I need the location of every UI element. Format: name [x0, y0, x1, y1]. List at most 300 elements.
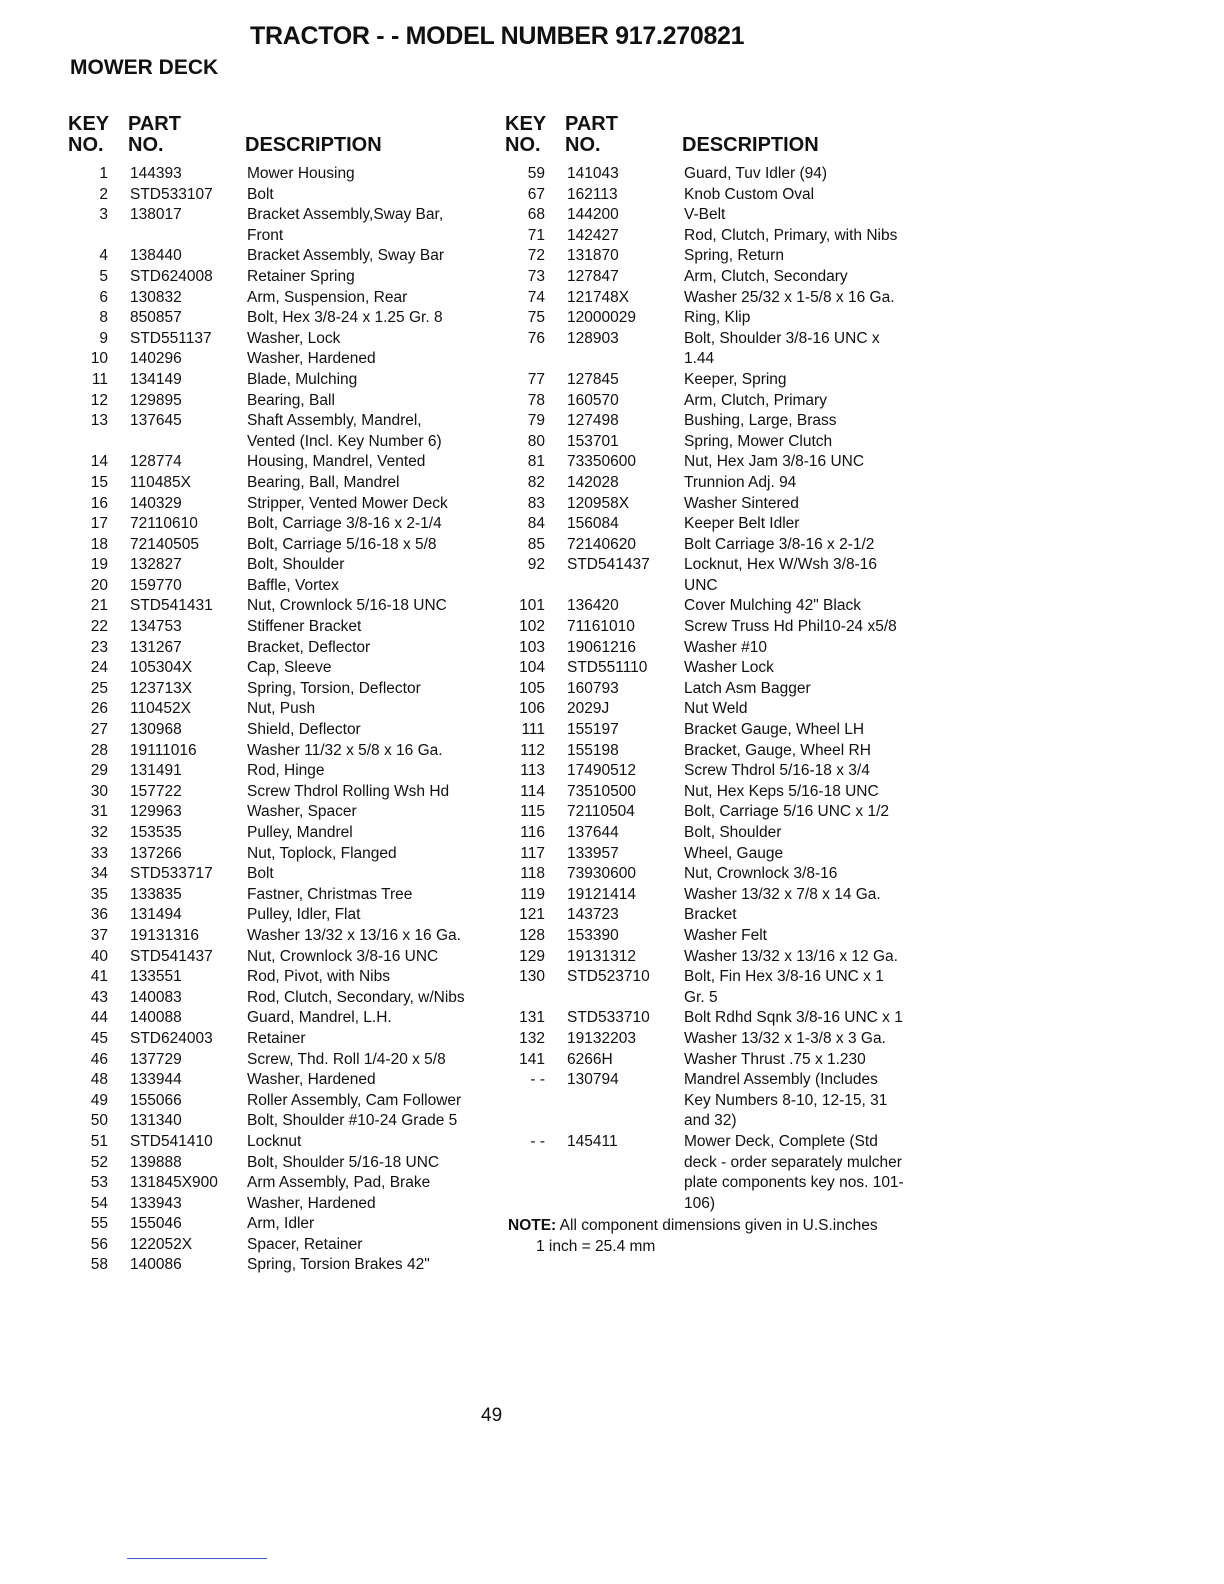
- key-number: 56: [90, 1235, 108, 1253]
- parts-row: [68, 535, 498, 556]
- key-number: 35: [90, 885, 108, 903]
- parts-row: [505, 452, 925, 473]
- key-number: 2: [99, 185, 108, 203]
- note-text: All component dimensions given in U.S.inches: [559, 1217, 878, 1234]
- part-description: Washer, Hardened: [247, 1194, 376, 1212]
- key-number: 81: [527, 453, 545, 471]
- part-number: STD541437: [567, 556, 650, 574]
- part-description: Pulley, Mandrel: [247, 824, 353, 841]
- part-number: 121748X: [567, 288, 630, 306]
- part-description: Bolt, Hex 3/8-24 x 1.25 Gr. 8: [247, 309, 443, 327]
- parts-row: [505, 802, 925, 823]
- key-number: 27: [90, 721, 108, 739]
- key-number: 23: [90, 638, 108, 656]
- part-description: Stiffener Bracket: [247, 618, 362, 636]
- part-description: Pulley, Idler, Flat: [247, 906, 361, 924]
- parts-row: [505, 761, 925, 782]
- parts-row: [505, 329, 925, 370]
- key-number: 10: [90, 350, 108, 368]
- part-description: Mower Deck, Complete (Std deck - order separately mulcher plate components key nos. 101- 106): [684, 1132, 904, 1212]
- parts-row: [68, 329, 498, 350]
- part-description: Rod, Clutch, Primary, with Nibs: [684, 226, 898, 244]
- part-number: 137645: [130, 412, 182, 430]
- parts-column-left: [68, 112, 498, 1276]
- part-number: STD523710: [567, 968, 650, 986]
- parts-row: [68, 699, 498, 720]
- parts-row: [505, 1029, 925, 1050]
- parts-row: [68, 1050, 498, 1071]
- part-number: 134149: [130, 370, 182, 388]
- part-number: 141043: [567, 165, 619, 182]
- part-number: STD541410: [130, 1132, 213, 1150]
- part-description: Spring, Return: [684, 247, 784, 265]
- part-description: Bolt, Shoulder 5/16-18 UNC: [247, 1153, 440, 1171]
- part-number: 137266: [130, 844, 182, 862]
- part-description: Mandrel Assembly (Includes Key Numbers 8-10, 12-15, 31 and 32): [684, 1071, 888, 1130]
- key-number: 105: [519, 679, 545, 697]
- part-number: 72140620: [567, 535, 636, 553]
- key-number: 71: [527, 226, 545, 244]
- part-description: Guard, Mandrel, L.H.: [247, 1009, 392, 1027]
- key-number: 45: [90, 1029, 108, 1047]
- part-description: Cover Mulching 42" Black: [684, 597, 861, 615]
- part-number: 128774: [130, 453, 182, 471]
- key-number: 141: [519, 1050, 545, 1068]
- part-description: Screw, Thd. Roll 1/4-20 x 5/8: [247, 1050, 446, 1068]
- part-number: 156084: [567, 515, 619, 533]
- part-number: STD533717: [130, 865, 213, 883]
- part-number: 72110504: [567, 803, 635, 821]
- key-number: 26: [90, 700, 108, 718]
- key-number: 78: [527, 391, 545, 409]
- part-description: Nut, Hex Keps 5/16-18 UNC: [684, 782, 879, 800]
- part-number: 131870: [567, 247, 619, 265]
- parts-row: [505, 494, 925, 515]
- key-number: 16: [90, 494, 108, 512]
- part-number: 131267: [130, 638, 182, 656]
- part-number: 122052X: [130, 1235, 193, 1253]
- part-number: 19131316: [130, 926, 199, 944]
- part-number: STD533107: [130, 185, 213, 203]
- key-number: 8: [99, 309, 108, 327]
- key-number: 48: [90, 1071, 108, 1089]
- key-number: 32: [90, 824, 108, 841]
- part-number: 136420: [567, 597, 619, 615]
- parts-row: [68, 473, 498, 494]
- part-number: 138440: [130, 247, 182, 265]
- part-description: Washer 13/32 x 13/16 x 16 Ga.: [247, 926, 461, 944]
- part-description: Nut, Crownlock 3/8-16 UNC: [247, 947, 439, 965]
- parts-row: [68, 576, 498, 597]
- parts-row: [505, 947, 925, 968]
- key-number: 34: [90, 865, 108, 883]
- part-description: Bolt, Shoulder 3/8-16 UNC x 1.44: [684, 329, 880, 368]
- part-number: 160793: [567, 679, 619, 697]
- part-description: Bolt, Carriage 3/8-16 x 2-1/4: [247, 515, 442, 533]
- part-number: 19121414: [567, 885, 636, 903]
- parts-row: [68, 349, 498, 370]
- part-description: Screw Thdrol 5/16-18 x 3/4: [684, 762, 870, 780]
- key-number: 73: [527, 267, 545, 285]
- parts-row: [68, 391, 498, 412]
- key-number: - -: [530, 1132, 545, 1150]
- part-number: 155046: [130, 1215, 182, 1233]
- parts-row: [505, 246, 925, 267]
- part-description: Stripper, Vented Mower Deck: [247, 494, 448, 512]
- key-number: 130: [519, 968, 545, 986]
- part-description: Washer, Hardened: [247, 350, 376, 368]
- key-number: 53: [90, 1174, 108, 1192]
- parts-row: [505, 720, 925, 741]
- part-description: Rod, Pivot, with Nibs: [247, 968, 390, 986]
- key-number: 36: [90, 906, 108, 924]
- part-number: 162113: [567, 185, 618, 203]
- parts-row: [68, 1132, 498, 1153]
- key-number: 59: [527, 165, 545, 182]
- key-number: 82: [527, 473, 545, 491]
- part-description: Spring, Torsion, Deflector: [247, 679, 421, 697]
- part-description: Nut, Toplock, Flanged: [247, 844, 397, 862]
- part-number: 153390: [567, 926, 619, 944]
- parts-row: [505, 1070, 925, 1132]
- part-description: Bolt Rdhd Sqnk 3/8-16 UNC x 1: [684, 1009, 903, 1027]
- part-description: Spacer, Retainer: [247, 1235, 363, 1253]
- key-number: 51: [90, 1132, 108, 1150]
- part-number: 140083: [130, 988, 182, 1006]
- part-description: Nut, Crownlock 5/16-18 UNC: [247, 597, 447, 615]
- parts-row: [505, 596, 925, 617]
- parts-row: [68, 1008, 498, 1029]
- part-number: 155197: [567, 721, 619, 739]
- part-number: 144393: [130, 165, 182, 182]
- parts-row: [505, 205, 925, 226]
- parts-row: [505, 432, 925, 453]
- part-no-header: PART NO.: [128, 113, 181, 156]
- part-description: Ring, Klip: [684, 309, 751, 327]
- parts-row: [505, 617, 925, 638]
- parts-row: [505, 1132, 925, 1214]
- part-number: 133943: [130, 1194, 182, 1212]
- parts-row: [505, 782, 925, 803]
- page-number: 49: [481, 1405, 503, 1426]
- part-number: 120958X: [567, 494, 630, 512]
- part-description: Bolt Carriage 3/8-16 x 2-1/2: [684, 535, 875, 553]
- part-description: Arm, Suspension, Rear: [247, 288, 408, 306]
- parts-row: [68, 1235, 498, 1256]
- part-number: 110452X: [130, 700, 191, 718]
- part-number: STD624008: [130, 267, 213, 285]
- parts-row: [505, 535, 925, 556]
- key-number: 102: [519, 618, 545, 636]
- key-number: 43: [90, 988, 108, 1006]
- key-number: 22: [90, 618, 108, 636]
- parts-row: [68, 514, 498, 535]
- part-number: 130968: [130, 721, 182, 739]
- key-number: 79: [527, 412, 545, 430]
- key-number: 33: [90, 844, 108, 862]
- part-description: Arm, Idler: [247, 1215, 315, 1233]
- key-number: - -: [530, 1071, 545, 1089]
- key-number: 31: [90, 803, 108, 821]
- key-number: 115: [520, 803, 545, 821]
- part-number: 131340: [130, 1112, 182, 1130]
- part-number: 73350600: [567, 453, 636, 471]
- part-number: 2029J: [567, 700, 610, 718]
- part-description: Washer, Hardened: [247, 1071, 376, 1089]
- part-number: 142028: [567, 473, 619, 491]
- part-description: Roller Assembly, Cam Follower: [247, 1091, 462, 1109]
- part-description: Washer 13/32 x 7/8 x 14 Ga.: [684, 885, 881, 903]
- key-number: 132: [519, 1029, 545, 1047]
- description-header: DESCRIPTION: [682, 134, 819, 156]
- key-number: 3: [99, 206, 108, 224]
- part-description: Bracket, Deflector: [247, 638, 371, 656]
- parts-row: [505, 308, 925, 329]
- parts-row: [68, 905, 498, 926]
- part-number: 128903: [567, 329, 619, 347]
- part-description: Bracket Assembly, Sway Bar: [247, 247, 444, 265]
- key-number: 46: [90, 1050, 108, 1068]
- part-description: Baffle, Vortex: [247, 576, 339, 594]
- parts-row: [68, 185, 498, 206]
- part-number: 123713X: [130, 679, 193, 697]
- part-number: 144200: [567, 206, 619, 224]
- part-description: Retainer Spring: [247, 267, 355, 285]
- key-number: 14: [90, 453, 108, 471]
- parts-row: [68, 494, 498, 515]
- parts-row: [505, 288, 925, 309]
- part-description: Keeper Belt Idler: [684, 515, 800, 533]
- key-number: 11: [91, 370, 108, 388]
- part-number: STD541431: [130, 597, 213, 615]
- key-number: 28: [90, 741, 108, 759]
- part-description: Washer 25/32 x 1-5/8 x 16 Ga.: [684, 288, 895, 306]
- parts-row: [505, 638, 925, 659]
- key-number: 92: [527, 556, 545, 574]
- part-number: 131494: [130, 906, 182, 924]
- part-number: 129963: [130, 803, 182, 821]
- part-description: Fastner, Christmas Tree: [247, 885, 413, 903]
- part-number: 127845: [567, 370, 619, 388]
- key-number: 4: [99, 247, 108, 265]
- part-description: Washer Felt: [684, 926, 767, 944]
- part-description: Washer Sintered: [684, 494, 799, 512]
- key-number: 68: [527, 206, 545, 224]
- parts-row: [505, 1008, 925, 1029]
- key-number: 77: [527, 370, 545, 388]
- key-number: 9: [99, 329, 108, 347]
- part-number: 133835: [130, 885, 182, 903]
- part-number: 140329: [130, 494, 182, 512]
- part-number: STD541437: [130, 947, 213, 965]
- parts-row: [68, 617, 498, 638]
- part-description: Washer Lock: [684, 659, 774, 677]
- parts-row: [505, 411, 925, 432]
- part-description: Housing, Mandrel, Vented: [247, 453, 426, 471]
- part-number: 133551: [130, 968, 182, 986]
- part-number: 155198: [567, 741, 619, 759]
- key-number: 106: [519, 700, 545, 718]
- part-description: Bolt, Shoulder: [247, 556, 345, 574]
- parts-row: [68, 1111, 498, 1132]
- parts-row: [68, 638, 498, 659]
- column-header: [68, 112, 498, 164]
- part-description: Screw Truss Hd Phil10-24 x5/8: [684, 618, 897, 636]
- part-description: Bracket, Gauge, Wheel RH: [684, 741, 871, 759]
- part-number: 145411: [567, 1132, 618, 1150]
- key-number: 116: [520, 824, 545, 841]
- part-description: Nut, Hex Jam 3/8-16 UNC: [684, 453, 865, 471]
- key-number: 117: [520, 844, 545, 862]
- part-number: 19131312: [567, 947, 636, 965]
- key-number: 25: [90, 679, 108, 697]
- key-number: 50: [90, 1112, 108, 1130]
- parts-row: [505, 741, 925, 762]
- key-number: 1: [99, 165, 108, 182]
- part-number: 137729: [130, 1050, 182, 1068]
- part-number: 140086: [130, 1256, 182, 1274]
- parts-row: [505, 226, 925, 247]
- key-number: 101: [519, 597, 545, 615]
- part-description: Bolt, Carriage 5/16-18 x 5/8: [247, 535, 437, 553]
- part-number: 153701: [567, 432, 619, 450]
- part-description: Bracket Assembly,Sway Bar, Front: [247, 206, 444, 244]
- part-number: 134753: [130, 618, 182, 636]
- part-description: Bracket: [684, 906, 737, 924]
- page-title: TRACTOR - - MODEL NUMBER 917.270821: [250, 22, 745, 50]
- part-description: Bushing, Large, Brass: [684, 412, 837, 430]
- key-number: 113: [520, 762, 545, 780]
- key-number: 104: [519, 659, 545, 677]
- parts-row: [505, 905, 925, 926]
- part-description: Bolt, Carriage 5/16 UNC x 1/2: [684, 803, 890, 821]
- parts-row: [68, 308, 498, 329]
- part-description: Wheel, Gauge: [684, 844, 784, 862]
- parts-row: [505, 555, 925, 596]
- part-description: Washer Thrust .75 x 1.230: [684, 1050, 866, 1068]
- parts-list-left: [68, 164, 498, 1276]
- part-number: 17490512: [567, 762, 636, 780]
- key-number: 40: [90, 947, 108, 965]
- key-no-header: KEY NO.: [68, 113, 110, 156]
- parts-row: [68, 1091, 498, 1112]
- part-number: 110485X: [130, 473, 191, 491]
- dimension-note: [508, 1216, 878, 1257]
- parts-row: [68, 947, 498, 968]
- part-number: 130832: [130, 288, 182, 306]
- part-number: 137644: [567, 824, 619, 841]
- parts-row: [68, 802, 498, 823]
- key-number: 83: [527, 494, 545, 512]
- part-number: 127498: [567, 412, 619, 430]
- description-header: DESCRIPTION: [245, 134, 382, 156]
- part-description: Bolt, Shoulder #10-24 Grade 5: [247, 1112, 458, 1130]
- parts-row: [68, 1173, 498, 1194]
- part-description: Washer #10: [684, 638, 767, 656]
- parts-row: [68, 741, 498, 762]
- part-description: Bolt, Shoulder: [684, 824, 782, 841]
- parts-row: [505, 885, 925, 906]
- part-number: 131491: [130, 762, 182, 780]
- parts-row: [68, 411, 498, 452]
- part-description: V-Belt: [684, 206, 726, 224]
- key-no-header: KEY NO.: [505, 113, 547, 156]
- key-number: 72: [527, 247, 545, 265]
- key-number: 18: [90, 535, 108, 553]
- part-description: Bolt: [247, 865, 274, 883]
- key-number: 84: [527, 515, 545, 533]
- parts-row: [505, 267, 925, 288]
- key-number: 37: [90, 926, 108, 944]
- part-number: 133957: [567, 844, 619, 862]
- part-description: Washer 13/32 x 1-3/8 x 3 Ga.: [684, 1029, 886, 1047]
- part-number: 140296: [130, 350, 182, 368]
- parts-row: [505, 164, 925, 185]
- part-number: 72140505: [130, 535, 199, 553]
- parts-row: [68, 1214, 498, 1235]
- part-description: Shaft Assembly, Mandrel, Vented (Incl. Key Number 6): [247, 412, 442, 450]
- part-number: 19061216: [567, 638, 636, 656]
- parts-row: [68, 452, 498, 473]
- key-number: 24: [90, 659, 108, 677]
- key-number: 112: [520, 741, 545, 759]
- part-description: Locknut, Hex W/Wsh 3/8-16 UNC: [684, 556, 877, 594]
- part-number: 160570: [567, 391, 619, 409]
- part-number: 73510500: [567, 782, 636, 800]
- part-number: STD551137: [130, 329, 212, 347]
- part-number: 153535: [130, 824, 182, 841]
- part-number: 143723: [567, 906, 619, 924]
- footer-rule: [127, 1558, 267, 1559]
- part-no-header: PART NO.: [565, 113, 618, 156]
- part-description: Shield, Deflector: [247, 721, 361, 739]
- parts-row: [68, 761, 498, 782]
- part-description: Retainer: [247, 1029, 306, 1047]
- parts-row: [68, 1153, 498, 1174]
- part-number: 138017: [130, 206, 182, 224]
- part-number: STD551110: [567, 659, 648, 677]
- parts-row: [68, 555, 498, 576]
- part-description: Keeper, Spring: [684, 370, 787, 388]
- key-number: 41: [90, 968, 108, 986]
- part-number: 159770: [130, 576, 182, 594]
- part-description: Bearing, Ball, Mandrel: [247, 473, 400, 491]
- parts-row: [505, 473, 925, 494]
- part-description: Arm, Clutch, Primary: [684, 391, 827, 409]
- part-description: Washer, Lock: [247, 329, 341, 347]
- part-description: Locknut: [247, 1132, 302, 1150]
- part-number: 133944: [130, 1071, 182, 1089]
- key-number: 5: [99, 267, 108, 285]
- part-number: 850857: [130, 309, 182, 327]
- column-header: [505, 112, 925, 164]
- key-number: 17: [90, 515, 108, 533]
- part-number: 71161010: [567, 618, 635, 636]
- key-number: 29: [90, 762, 108, 780]
- section-title: MOWER DECK: [70, 56, 219, 79]
- part-description: Arm, Clutch, Secondary: [684, 267, 848, 285]
- key-number: 52: [90, 1153, 108, 1171]
- parts-row: [68, 844, 498, 865]
- key-number: 119: [520, 885, 545, 903]
- part-description: Rod, Hinge: [247, 762, 325, 780]
- parts-row: [68, 288, 498, 309]
- parts-row: [505, 844, 925, 865]
- part-number: 6266H: [567, 1050, 613, 1068]
- parts-row: [68, 205, 498, 246]
- part-description: Bolt: [247, 185, 274, 203]
- part-description: Bracket Gauge, Wheel LH: [684, 721, 865, 739]
